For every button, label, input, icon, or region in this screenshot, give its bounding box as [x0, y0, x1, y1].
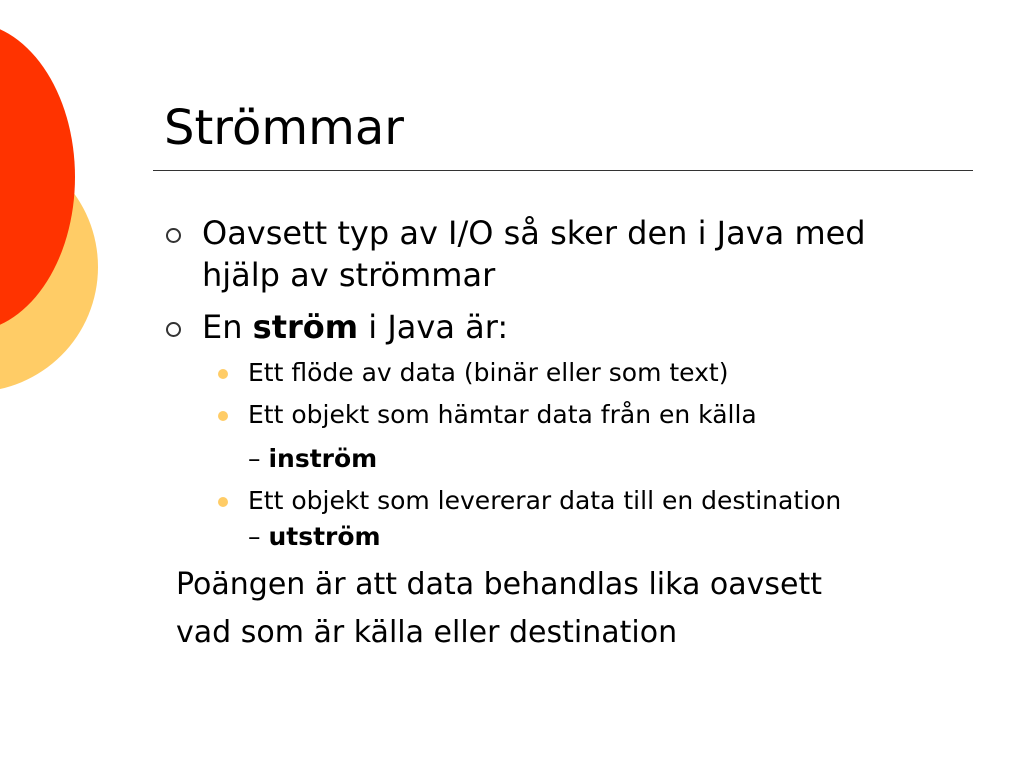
- ring-bullet-icon: [166, 322, 181, 337]
- bullet-2: [202, 306, 508, 348]
- sub-bullet-1: Ett flöde av data (binär eller som text): [248, 358, 729, 387]
- bullet-2-post: i Java är:: [358, 308, 509, 346]
- ring-bullet-icon: [166, 228, 181, 243]
- bullet-1-line-1: Oavsett typ av I/O så sker den i Java med: [202, 214, 866, 252]
- dot-bullet-icon: [218, 411, 228, 421]
- bullet-1-line-2: hjälp av strömmar: [202, 256, 496, 294]
- note-line-2: vad som är källa eller destination: [176, 615, 678, 650]
- sub-bullet-2-cont: [248, 443, 377, 475]
- sub-bullet-3-bold: utström: [268, 522, 381, 551]
- sub-bullet-2-bold: inström: [268, 444, 378, 473]
- sub-bullet-2-dash: –: [248, 444, 269, 473]
- note-line-1: Poängen är att data behandlas lika oavsett: [176, 567, 823, 602]
- bullet-2-pre: En: [202, 308, 253, 346]
- dot-bullet-icon: [218, 497, 228, 507]
- title-divider: [153, 170, 973, 171]
- sub-bullet-3-cont: [248, 521, 381, 553]
- sub-bullet-3: Ett objekt som levererar data till en destination: [248, 486, 842, 515]
- bullet-2-bold: ström: [252, 308, 359, 346]
- dot-bullet-icon: [218, 369, 228, 379]
- slide-title: Strömmar: [164, 100, 404, 156]
- sub-bullet-3-dash: –: [248, 522, 269, 551]
- sub-bullet-2: Ett objekt som hämtar data från en källa: [248, 400, 757, 429]
